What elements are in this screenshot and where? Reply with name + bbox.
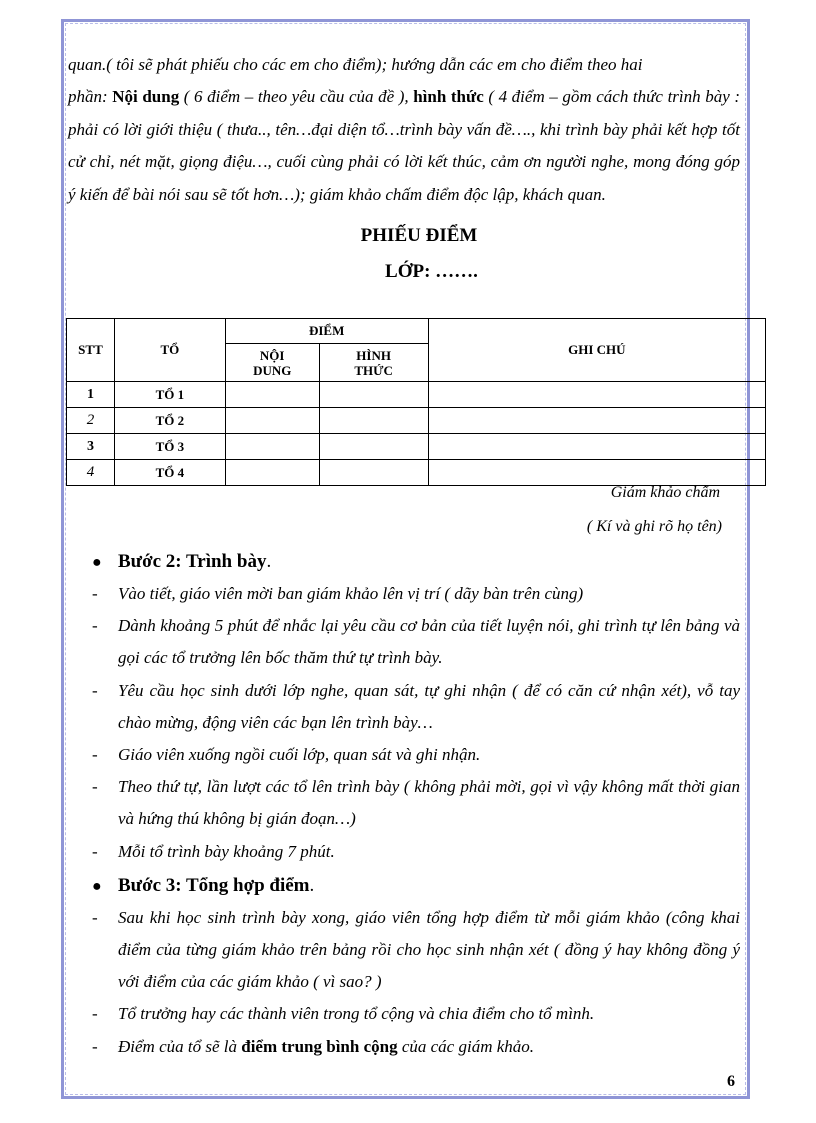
list-item-text: Yêu cầu học sinh dưới lớp nghe, quan sát, tự ghi nhận ( để có căn cứ nhận xét), vỗ tay chào mừng, động viên các bạn lên trình bày… — [118, 680, 740, 732]
list-item: - Dành khoảng 5 phút để nhắc lại yêu cầu cơ bản của tiết luyện nói, ghi trình tự lên bảng và gọi các tổ trưởng lên bốc thăm thứ tự trình bày. — [92, 616, 740, 668]
list-item: - Giáo viên xuống ngồi cuối lớp, quan sát và ghi nhận. — [92, 745, 481, 765]
list-item: - Yêu cầu học sinh dưới lớp nghe, quan sát, tự ghi nhận ( để có căn cứ nhận xét), vỗ tay chào mừng, động viên các bạn lên trình bày… — [92, 680, 740, 732]
intro-section — [68, 49, 740, 285]
row-ghi-chu-cell — [428, 382, 765, 408]
intro-line2-a: phần: — [68, 87, 113, 107]
row-noi-dung-cell — [225, 408, 319, 434]
row-stt: 4 — [67, 460, 115, 486]
steps-section — [92, 546, 740, 1063]
intro-line2-c: ( 6 điểm – theo yêu cầu của đề ), — [179, 87, 414, 107]
noi-dung-bold: Nội dung — [112, 87, 180, 107]
row-hinh-thuc-cell — [319, 460, 428, 486]
average-score-bold: điểm trung bình cộng — [241, 1036, 398, 1056]
bullet-icon: ● — [92, 554, 102, 571]
list-item-text-end: của các giám khảo. — [397, 1036, 535, 1056]
header-stt: STT — [67, 319, 115, 382]
table-row — [67, 434, 766, 460]
signature-line1: Giám khảo chấm — [610, 484, 720, 501]
bullet-icon: ● — [92, 877, 102, 895]
list-item: - Điểm của tổ sẽ là điểm trung bình cộng của các giám khảo. — [92, 1036, 535, 1056]
row-stt: 1 — [67, 382, 115, 408]
row-to: TỔ 3 — [114, 434, 225, 460]
list-item: - Mỗi tổ trình bày khoảng 7 phút. — [92, 841, 335, 861]
row-noi-dung-cell — [225, 460, 319, 486]
list-item-text: Điểm của tổ sẽ là — [118, 1036, 242, 1056]
list-item-text: Giáo viên xuống ngồi cuối lớp, quan sát và ghi nhận. — [118, 745, 481, 765]
list-item-text: Tổ trưởng hay các thành viên trong tổ cộng và chia điểm cho tổ mình. — [118, 1004, 595, 1024]
header-ghi-chu: GHI CHÚ — [428, 319, 765, 382]
row-hinh-thuc-cell — [319, 408, 428, 434]
intro-line1: quan.( tôi sẽ phát phiếu cho các em cho điểm); hướng dẫn các em cho điểm theo hai — [68, 55, 643, 74]
header-noi-dung: NỘI DUNG — [225, 344, 319, 382]
step3-heading-text: Bước 3: Tổng hợp điểm — [118, 874, 310, 896]
hinh-thuc-bold: hình thức — [413, 87, 484, 107]
header-hinh-thuc: HÌNH THỨC — [319, 344, 428, 382]
intro-line2-e: ( 4 điểm – gồm cách thức — [483, 87, 663, 107]
step2-heading: ● Bước 2: Trình bày. — [92, 546, 740, 578]
row-to: TỔ 2 — [114, 408, 225, 434]
row-hinh-thuc-cell — [319, 382, 428, 408]
list-item-text: Vào tiết, giáo viên mời ban giám khảo lên vị trí ( dãy bàn trên cùng) — [118, 584, 584, 603]
signature-line2: ( Kí và ghi rõ họ tên) — [586, 518, 722, 535]
row-hinh-thuc-cell — [319, 434, 428, 460]
row-to: TỔ 4 — [114, 460, 225, 486]
page-number: 6 — [727, 1073, 735, 1090]
step2-heading-text: Bước 2: Trình bày — [118, 551, 267, 572]
table-row — [67, 460, 766, 486]
header-to: TỔ — [114, 319, 225, 382]
row-ghi-chu-cell — [428, 408, 765, 434]
list-item: - Tổ trưởng hay các thành viên trong tổ cộng và chia điểm cho tổ mình. — [92, 1004, 595, 1024]
list-item-text: Dành khoảng 5 phút để nhắc lại yêu cầu cơ bản của tiết luyện nói, ghi trình tự lên bảng và gọi các tổ trưởng lên bốc thăm thứ tự trình bày. — [118, 616, 740, 668]
score-table — [66, 318, 766, 486]
table-row — [67, 408, 766, 434]
list-item-text: Mỗi tổ trình bày khoảng 7 phút. — [118, 841, 335, 861]
intro-rest: trình bày : phải có lời giới thiệu ( thưa.., tên…đại diện tổ…trình bày vấn đề…., khi trình bày phải kết hợp tốt cử chỉ, nét mặt, giọng điệu…, cuối cùng phải có lời kết thúc, cảm ơn người nghe, mong đóng góp ý kiến để bài nói sau sẽ tốt hơn…); giám khảo chấm điểm độc lập, khách quan. — [68, 87, 740, 204]
list-item: - Sau khi học sinh trình bày xong, giáo viên tổng hợp điểm từ mỗi giám khảo (công khai điểm của từng giám khảo trên bảng rồi cho học sinh nhận xét ( đồng ý hay không đồng ý với điểm của các giám khảo ( vì sao? ) — [92, 907, 740, 992]
class-label: LỚP: ……. — [385, 261, 478, 283]
row-to: TỔ 1 — [114, 382, 225, 408]
intro-paragraph — [68, 49, 740, 211]
list-item: - Theo thứ tự, lần lượt các tổ lên trình bày ( không phải mời, gọi vì vậy không mất thời gian và hứng thú không bị gián đoạn…) — [92, 777, 740, 829]
row-stt: 2 — [67, 408, 115, 434]
row-noi-dung-cell — [225, 434, 319, 460]
list-item-text: Theo thứ tự, lần lượt các tổ lên trình bày ( không phải mời, gọi vì vậy không mất thời gian và hứng thú không bị gián đoạn…) — [118, 777, 740, 829]
table-row — [67, 382, 766, 408]
list-item: - Vào tiết, giáo viên mời ban giám khảo lên vị trí ( dãy bàn trên cùng) — [92, 584, 584, 603]
row-noi-dung-cell — [225, 382, 319, 408]
header-diem: ĐIỂM — [225, 319, 428, 344]
row-ghi-chu-cell — [428, 434, 765, 460]
step3-heading: ● Bước 3: Tổng hợp điểm. — [92, 870, 740, 902]
list-item-text: Sau khi học sinh trình bày xong, giáo viên tổng hợp điểm từ mỗi giám khảo (công khai điểm của từng giám khảo trên bảng rồi cho học sinh nhận xét ( đồng ý hay không đồng ý với điểm của các giám khảo ( vì sao? ) — [118, 907, 740, 992]
form-title: PHIẾU ĐIỂM — [360, 225, 478, 247]
row-stt: 3 — [67, 434, 115, 460]
row-ghi-chu-cell — [428, 460, 765, 486]
